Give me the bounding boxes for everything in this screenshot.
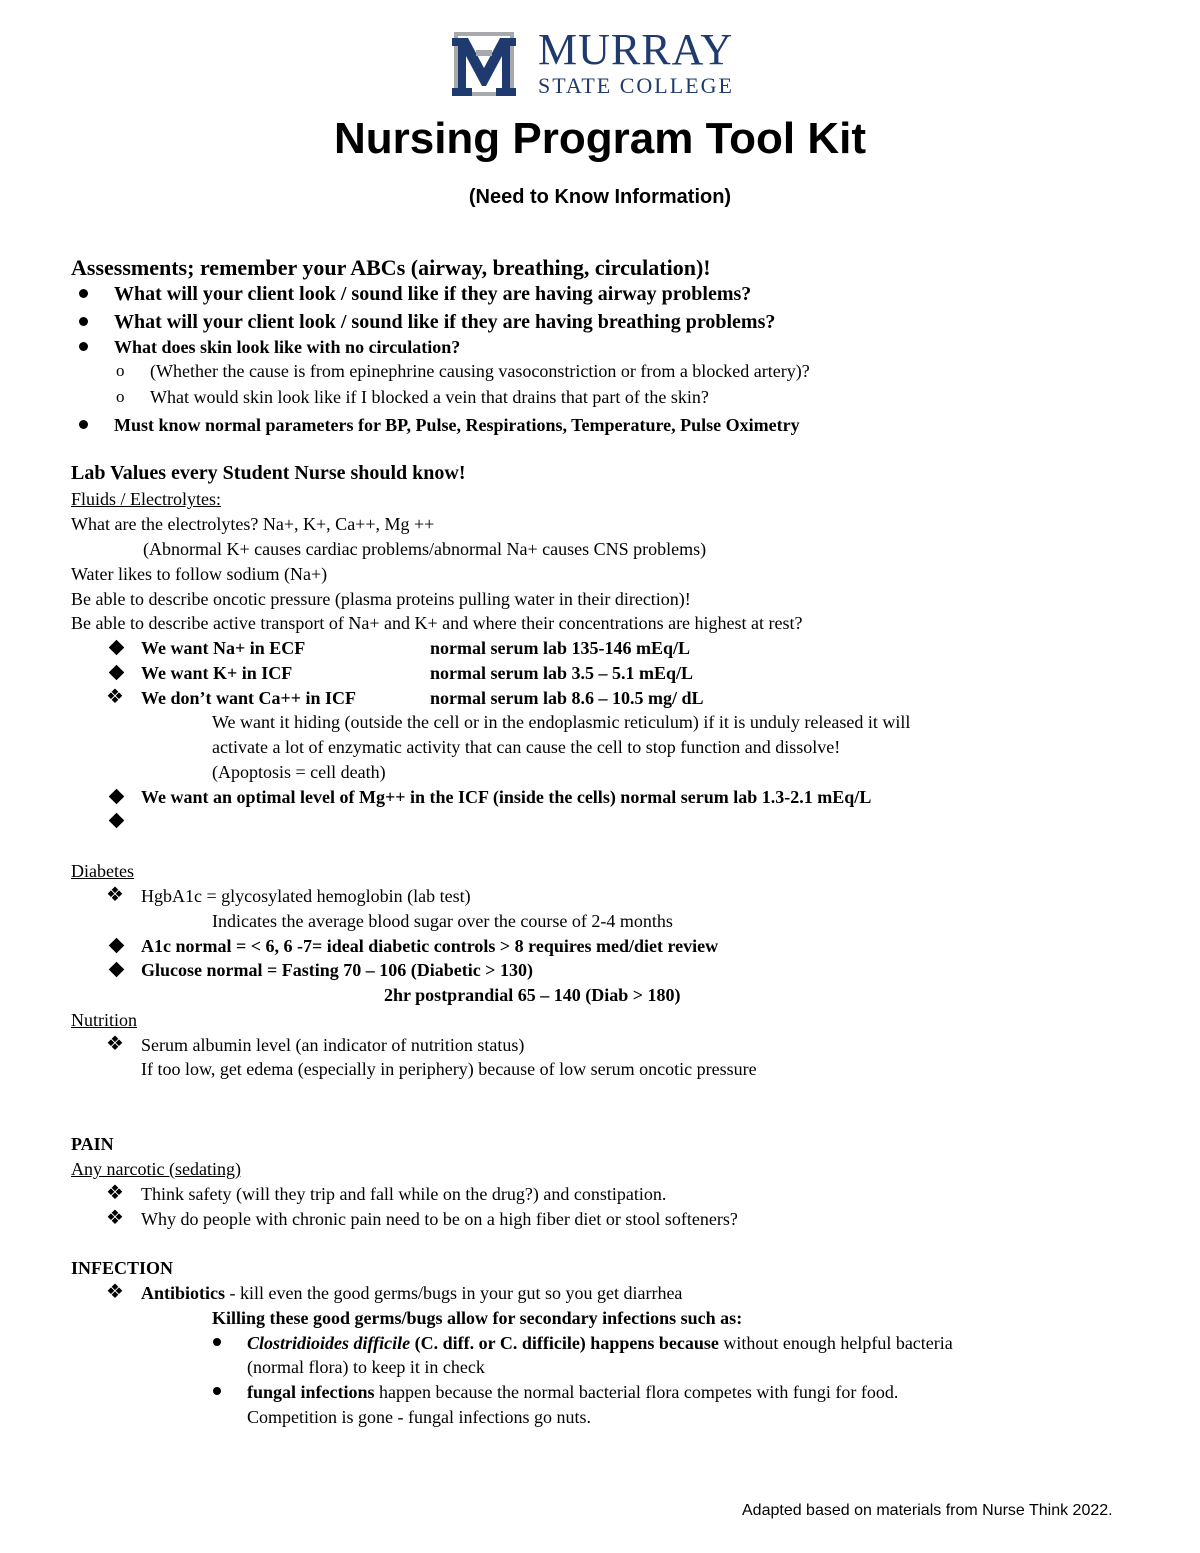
bullet-icon bbox=[213, 1387, 221, 1395]
cdiff-text: without enough helpful bacteria bbox=[718, 1333, 953, 1353]
page-title: Nursing Program Tool Kit bbox=[333, 114, 867, 163]
assess-airway: What will your client look / sound like if they are having airway problems? bbox=[114, 283, 752, 305]
diabetes-line-4: Glucose normal = Fasting 70 – 106 (Diabetic > 130) bbox=[141, 960, 533, 980]
star-bullet-icon: ❖ bbox=[106, 1180, 124, 1204]
nutrition-line-2: If too low, get edema (especially in periphery) because of low serum oncotic pressure bbox=[141, 1059, 757, 1079]
assess-circulation: What does skin look like with no circulation? bbox=[114, 337, 461, 357]
bullet-icon bbox=[79, 317, 88, 326]
antibiotics-text: - kill even the good germs/bugs in your gut so you get diarrhea bbox=[225, 1283, 683, 1303]
logo-subname: STATE COLLEGE bbox=[538, 73, 734, 98]
assess-breathing: What will your client look / sound like if they are having breathing problems? bbox=[114, 311, 776, 333]
diabetes-heading: Diabetes bbox=[71, 861, 134, 881]
diabetes-line-3: A1c normal = < 6, 6 -7= ideal diabetic controls > 8 requires med/diet review bbox=[141, 936, 719, 956]
fungal-text: happen because the normal bacterial flora competes with fungi for food. bbox=[374, 1382, 899, 1402]
star-bullet-icon: ❖ bbox=[106, 1279, 124, 1303]
infection-heading: INFECTION bbox=[71, 1258, 174, 1278]
fungal-term: fungal infections bbox=[247, 1382, 375, 1402]
cdiff-line-1 bbox=[247, 1331, 953, 1355]
calcium-range: normal serum lab 8.6 – 10.5 mg/ dL bbox=[430, 688, 704, 708]
fungal-line-2: Competition is gone - fungal infections go nuts. bbox=[247, 1407, 591, 1427]
lab-line-3: Water likes to follow sodium (Na+) bbox=[71, 564, 328, 584]
lab-line-4: Be able to describe oncotic pressure (plasma proteins pulling water in their direction)! bbox=[71, 589, 691, 609]
bullet-icon bbox=[79, 342, 88, 351]
bullet-icon bbox=[79, 289, 88, 298]
diamond-bullet-icon bbox=[109, 789, 125, 805]
cdiff-term: Clostridioides difficile bbox=[247, 1333, 411, 1353]
lab-line-5: Be able to describe active transport of Na+ and K+ and where their concentrations are highest at rest? bbox=[71, 613, 803, 633]
college-logo bbox=[450, 25, 755, 100]
fluids-heading: Fluids / Electrolytes: bbox=[71, 489, 221, 509]
calcium-label: We don’t want Ca++ in ICF bbox=[141, 688, 357, 708]
cdiff-line-2: (normal flora) to keep it in check bbox=[247, 1357, 485, 1377]
assess-parameters: Must know normal parameters for BP, Pulse, Respirations, Temperature, Pulse Oximetry bbox=[114, 415, 800, 435]
pain-subheading: Any narcotic (sedating) bbox=[71, 1159, 241, 1179]
page-subtitle: (Need to Know Information) bbox=[468, 186, 732, 208]
pain-line-2: Why do people with chronic pain need to be on a high fiber diet or stool softeners? bbox=[141, 1209, 738, 1229]
pain-line-1: Think safety (will they trip and fall while on the drug?) and constipation. bbox=[141, 1184, 667, 1204]
cdiff-bold: (C. diff. or C. difficile) happens because bbox=[410, 1333, 719, 1353]
diamond-bullet-icon bbox=[109, 813, 125, 829]
nutrition-line-1: Serum albumin level (an indicator of nutrition status) bbox=[141, 1035, 525, 1055]
diamond-bullet-icon bbox=[109, 665, 125, 681]
diabetes-line-1: HgbA1c = glycosylated hemoglobin (lab test) bbox=[141, 886, 471, 906]
logo-m-icon bbox=[450, 30, 518, 98]
calcium-note-3: (Apoptosis = cell death) bbox=[212, 762, 386, 782]
star-bullet-icon: ❖ bbox=[106, 684, 124, 708]
sub-bullet-icon: o bbox=[116, 361, 125, 380]
lab-line-2: (Abnormal K+ causes cardiac problems/abnormal Na+ causes CNS problems) bbox=[143, 539, 707, 559]
bullet-icon bbox=[79, 420, 88, 429]
sodium-label: We want Na+ in ECF bbox=[141, 638, 306, 658]
infection-line-1 bbox=[141, 1281, 682, 1305]
logo-name: MURRAY bbox=[538, 25, 734, 74]
fungal-line-1 bbox=[247, 1380, 898, 1404]
assess-circulation-sub2: What would skin look like if I blocked a vein that drains that part of the skin? bbox=[150, 387, 709, 407]
infection-line-2: Killing these good germs/bugs allow for secondary infections such as: bbox=[212, 1308, 743, 1328]
star-bullet-icon: ❖ bbox=[106, 1205, 124, 1229]
assessments-heading: Assessments; remember your ABCs (airway, breathing, circulation)! bbox=[71, 255, 711, 280]
footer-credit: Adapted based on materials from Nurse Think 2022. bbox=[742, 1502, 1113, 1519]
diamond-bullet-icon bbox=[109, 962, 125, 978]
potassium-label: We want K+ in ICF bbox=[141, 663, 293, 683]
calcium-note-2: activate a lot of enzymatic activity that can cause the cell to stop function and dissolve! bbox=[212, 737, 841, 757]
antibiotics-term: Antibiotics bbox=[141, 1283, 226, 1303]
star-bullet-icon: ❖ bbox=[106, 882, 124, 906]
diamond-bullet-icon bbox=[109, 938, 125, 954]
sub-bullet-icon: o bbox=[116, 387, 125, 406]
diamond-bullet-icon bbox=[109, 640, 125, 656]
calcium-note-1: We want it hiding (outside the cell or in the endoplasmic reticulum) if it is unduly released it will bbox=[212, 712, 911, 732]
nutrition-heading: Nutrition bbox=[71, 1010, 137, 1030]
lab-line-1: What are the electrolytes? Na+, K+, Ca++, Mg ++ bbox=[71, 514, 435, 534]
magnesium-line: We want an optimal level of Mg++ in the ICF (inside the cells) normal serum lab 1.3-2.1 mEq/L bbox=[141, 787, 872, 807]
assess-circulation-sub1: (Whether the cause is from epinephrine causing vasoconstriction or from a blocked artery)? bbox=[150, 361, 810, 381]
star-bullet-icon: ❖ bbox=[106, 1031, 124, 1055]
diabetes-line-5: 2hr postprandial 65 – 140 (Diab > 180) bbox=[384, 985, 681, 1005]
pain-heading: PAIN bbox=[71, 1134, 114, 1154]
diabetes-line-2: Indicates the average blood sugar over the course of 2-4 months bbox=[212, 911, 673, 931]
potassium-range: normal serum lab 3.5 – 5.1 mEq/L bbox=[430, 663, 694, 683]
lab-heading: Lab Values every Student Nurse should know! bbox=[71, 462, 466, 484]
bullet-icon bbox=[213, 1338, 221, 1346]
sodium-range: normal serum lab 135-146 mEq/L bbox=[430, 638, 691, 658]
